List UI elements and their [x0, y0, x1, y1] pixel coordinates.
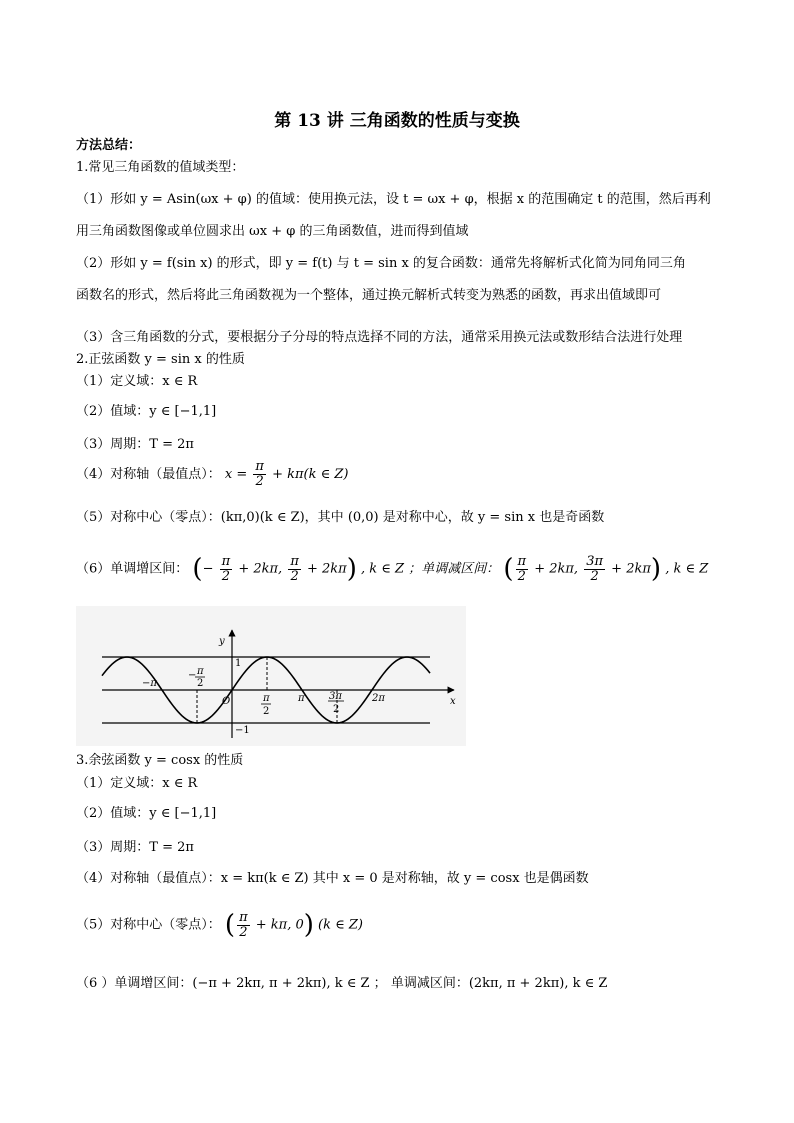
sine-graph — [76, 606, 466, 746]
cos-center-frac: $\frac{\pi}{2}$ — [239, 909, 248, 940]
sin-dec-frac2: $\frac{3\pi}{2}$ — [586, 553, 604, 584]
tick-half-pi-den: 2 — [263, 706, 270, 717]
tick-half-pi-num: π — [263, 693, 270, 704]
cos-center-label: （5）对称中心（零点）： — [76, 917, 221, 933]
origin-label: O — [222, 696, 231, 707]
s1-item1-line1: （1）形如 y = Asin(ωx + φ) 的值域：使用换元法，设 t = ωx + φ，根据 x 的范围确定 t 的范围，然后再利 — [76, 192, 711, 207]
sin-axis-fraction: $\frac{\pi}{2}$ — [255, 459, 264, 489]
section1-heading: 1.常见三角函数的值域类型： — [76, 160, 245, 175]
cos-period: （3）周期：T = 2π — [76, 840, 194, 855]
tick-three-half-pi-den: 2 — [333, 704, 340, 715]
s1-item2-line2: 函数名的形式，然后将此三角函数视为一个整体，通过换元解析式转变为熟悉的函数，再求出值域即可 — [76, 288, 662, 303]
sin-inc-label: （6）单调增区间： — [76, 561, 189, 577]
sin-axis — [76, 460, 349, 490]
tick-two-pi: 2π — [372, 693, 385, 704]
graph-background — [76, 606, 466, 746]
cos-range: （2）值域：y ∈ [−1,1] — [76, 806, 217, 821]
cos-domain: （1）定义域：x ∈ R — [76, 776, 198, 791]
cos-monotonic: （6 ）单调增区间：(−π + 2kπ, π + 2kπ), k ∈ Z ； 单调减区间：(2kπ, π + 2kπ), k ∈ Z — [76, 976, 608, 991]
tick-minus-one: −1 — [235, 725, 250, 736]
summary-heading: 方法总结： — [76, 138, 142, 153]
sin-inc-frac2: $\frac{\pi}{2}$ — [290, 553, 299, 584]
tick-minus-half-pi-num: π — [197, 666, 204, 677]
cos-axis: （4）对称轴（最值点）：x = kπ(k ∈ Z) 其中 x = 0 是对称轴，故 y = cosx 也是偶函数 — [76, 871, 589, 886]
sin-axis-right: + kπ(k ∈ Z) — [272, 467, 349, 482]
s1-item1-line2: 用三角函数图像或单位圆求出 ωx + φ 的三角函数值，进而得到值域 — [76, 224, 469, 239]
sin-domain: （1）定义域：x ∈ R — [76, 374, 198, 389]
section2-heading: 2.正弦函数 y = sin x 的性质 — [76, 352, 245, 367]
section3-heading: 3.余弦函数 y = cosx 的性质 — [76, 753, 244, 768]
tick-three-half-pi-num: 3π — [329, 691, 342, 702]
tick-one: 1 — [235, 658, 242, 669]
page-title: 第 13 讲 三角函数的性质与变换 — [274, 111, 520, 131]
s1-item2-line1: （2）形如 y = f(sin x) 的形式，即 y = f(t) 与 t = sin x 的复合函数：通常先将解析式化简为同角同三角 — [76, 256, 686, 271]
y-label: y — [219, 636, 225, 647]
sin-range: （2）值域：y ∈ [−1,1] — [76, 404, 217, 419]
cos-center: （5）对称中心（零点）： ( $\frac{\pi}{2}$ + kπ, 0) (k ∈ Z) — [76, 909, 363, 940]
tick-minus-pi: −π — [142, 678, 157, 689]
sin-monotonic: （6）单调增区间： (− $\frac{\pi}{2}$ + 2kπ, $\frac{\pi}{2}$ + 2kπ) , k ∈ Z ；单调减区间： ( $\frac{\pi}{2}$ + 2kπ, $\frac{3\pi}{2}$ + 2kπ) , k ∈ Z — [76, 553, 709, 584]
sin-period: （3）周期：T = 2π — [76, 437, 194, 452]
tick-minus-half-pi-sign: − — [188, 670, 197, 681]
tick-pi: π — [298, 693, 305, 704]
sin-axis-left: x = — [224, 467, 248, 482]
sin-inc-frac1: $\frac{\pi}{2}$ — [221, 553, 231, 584]
sin-axis-label: （4）对称轴（最值点）： — [76, 467, 221, 482]
sin-dec-frac1: $\frac{\pi}{2}$ — [517, 553, 527, 584]
s1-item3: （3）含三角函数的分式，要根据分子分母的特点选择不同的方法，通常采用换元法或数形结合法进行处理 — [76, 330, 683, 345]
sin-center: （5）对称中心（零点）：(kπ,0)(k ∈ Z)，其中 (0,0) 是对称中心，故 y = sin x 也是奇函数 — [76, 510, 605, 525]
tick-minus-half-pi-den: 2 — [197, 678, 204, 689]
x-label: x — [450, 696, 456, 707]
